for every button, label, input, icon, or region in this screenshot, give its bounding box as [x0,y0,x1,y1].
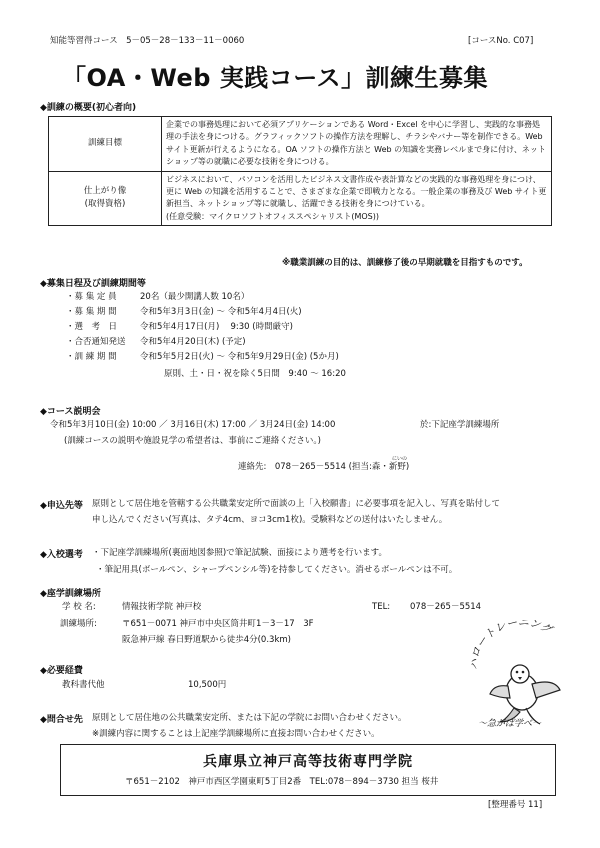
overview-heading: ◆訓練の概要(初心者向) [40,103,137,113]
mascot-arc-text: ロートレーニング [470,620,554,660]
training-hours: 原則、土・日・祝を除く5日間 9:40 ～ 16:20 [164,369,346,379]
school-name: 情報技術学院 神戸校 [122,602,202,612]
course-number: [コースNo. C07] [468,36,534,46]
goal-text: 企業での事務処理において必須アプリケーションである Word・Excel を中心に学習し、実践的な事務処理の手法を身につける。グラフィックソフトの操作方法を理解し、チラシやバナー等を制作できる。Web サイト更新が行えるようになる。OA ソフトの操作方法と Web の知識を実務レベルまで身に付け、ネットショップ等の就職に必要な技術を身につける。 [162,117,552,172]
briefing-heading: ◆コース説明会 [40,407,101,417]
schedule-list [66,290,339,365]
reference-number: [整理番号 11] [488,800,543,810]
list-item: ・合否通知発送 令和5年4月20日(木) (予定) [66,337,246,347]
contact-ruby: にいの [392,456,408,462]
briefing-note: (訓練コースの説明や施設見学の希望者は、事前にご連絡ください。) [64,436,321,446]
outcome-note: (任意受験：マイクロソフトオフィススペシャリスト(MOS)) [166,211,379,221]
organization-name: 兵庫県立神戸高等技術専門学院 [203,754,413,770]
place-key: 訓練場所: [60,619,97,629]
selection-text-2: ・筆記用具(ボールペン、シャープペンシル等)を持参してください。消せるボールペンは不可。 [96,565,458,575]
access: 阪急神戸線 春日野道駅から徒歩4分(0.3km) [122,635,291,645]
outcome-text: ビジネスにおいて、パソコンを活用したビジネス文書作成や表計算などの実践的な事務処理を身につけ、更に Web の知識を活用することで、さまざまな企業で即戦力となる。一般企業の事務及び Web サイト更新担当、ネットショップ等に就職し、活躍できる技術を身につけている。 [166,174,547,209]
page-title: 「OA・Web 実践コース」訓練生募集 [62,64,489,92]
list-item: ・訓 練 期 間 令和5年5月2日(火) ～ 令和5年9月29日(金) (5か月) [66,352,339,362]
apply-text-2: 申し込んでください(写真は、タテ4cm、ヨコ3cm1枚)。受験料などの送付はいたしません。 [92,515,448,525]
cost-heading: ◆必要経費 [40,666,83,676]
selection-text-1: ・下記座学訓練場所(裏面地図参照)で筆記試験、面接により選考を行います。 [92,548,387,558]
overview-table [48,116,552,226]
contact-text-2: ※訓練内容に関することは上記座学訓練場所に直接お問い合わせください。 [92,729,380,739]
cost-key: 教科書代他 [62,680,105,690]
footer-box [60,744,556,796]
schedule-heading: ◆募集日程及び訓練期間等 [40,279,146,289]
briefing-place: 於:下記座学訓練場所 [420,420,500,430]
school-key: 学 校 名: [62,602,96,612]
outcome-label: 仕上がり像 [83,186,127,197]
mascot-slogan: ～急がば学べ～ [478,719,542,729]
apply-text-1: 原則として居住地を管轄する公共職業安定所で面談の上「入校願書」に必要事項を記入し、写真を貼付して [92,499,501,509]
selection-heading: ◆入校選考 [40,550,83,560]
tel-number: 078－265－5514 [410,602,482,612]
list-item: ・募 集 期 間 令和5年3月3日(金) ～ 令和5年4月4日(火) [66,307,302,317]
goal-label: 訓練目標 [49,117,162,172]
cost-value: 10,500円 [188,680,227,690]
address: 〒651－0071 神戸市中央区筒井町1－3－17 3F [122,619,314,629]
location-heading: ◆座学訓練場所 [40,589,101,599]
contact-heading: ◆問合せ先 [40,715,83,725]
apply-heading: ◆申込先等 [40,501,83,511]
tel-key: TEL: [372,602,391,612]
overview-footnote: ※職業訓練の目的は、訓練修了後の早期就職を目指すものです。 [282,258,528,268]
list-item: ・選 考 日 令和5年4月17日(月) 9:30 (時間厳守) [66,322,293,332]
outcome-label-sub: (取得資格) [84,199,126,210]
contact-text-1: 原則として居住地の公共職業安定所、または下記の学院にお問い合わせください。 [92,713,407,723]
table-row [49,171,552,226]
organization-address: 〒651－2102 神戸市西区学園東町5丁目2番 TEL:078－894－3730 担当 桜井 [125,777,439,787]
briefing-dates: 令和5年3月10日(金) 10:00 ／ 3月16日(木) 17:00 ／ 3月24日(金) 14:00 [50,420,336,430]
course-code: 知能等習得コース 5－05－28－133－11－0060 [50,36,245,46]
table-row [49,117,552,172]
briefing-contact: 連絡先: 078－265－5514 (担当:森・新野) [238,462,410,472]
list-item: ・募 集 定 員 20名（最少開講人数 10名） [66,292,250,302]
svg-text:ハロートレーニング [470,620,556,670]
